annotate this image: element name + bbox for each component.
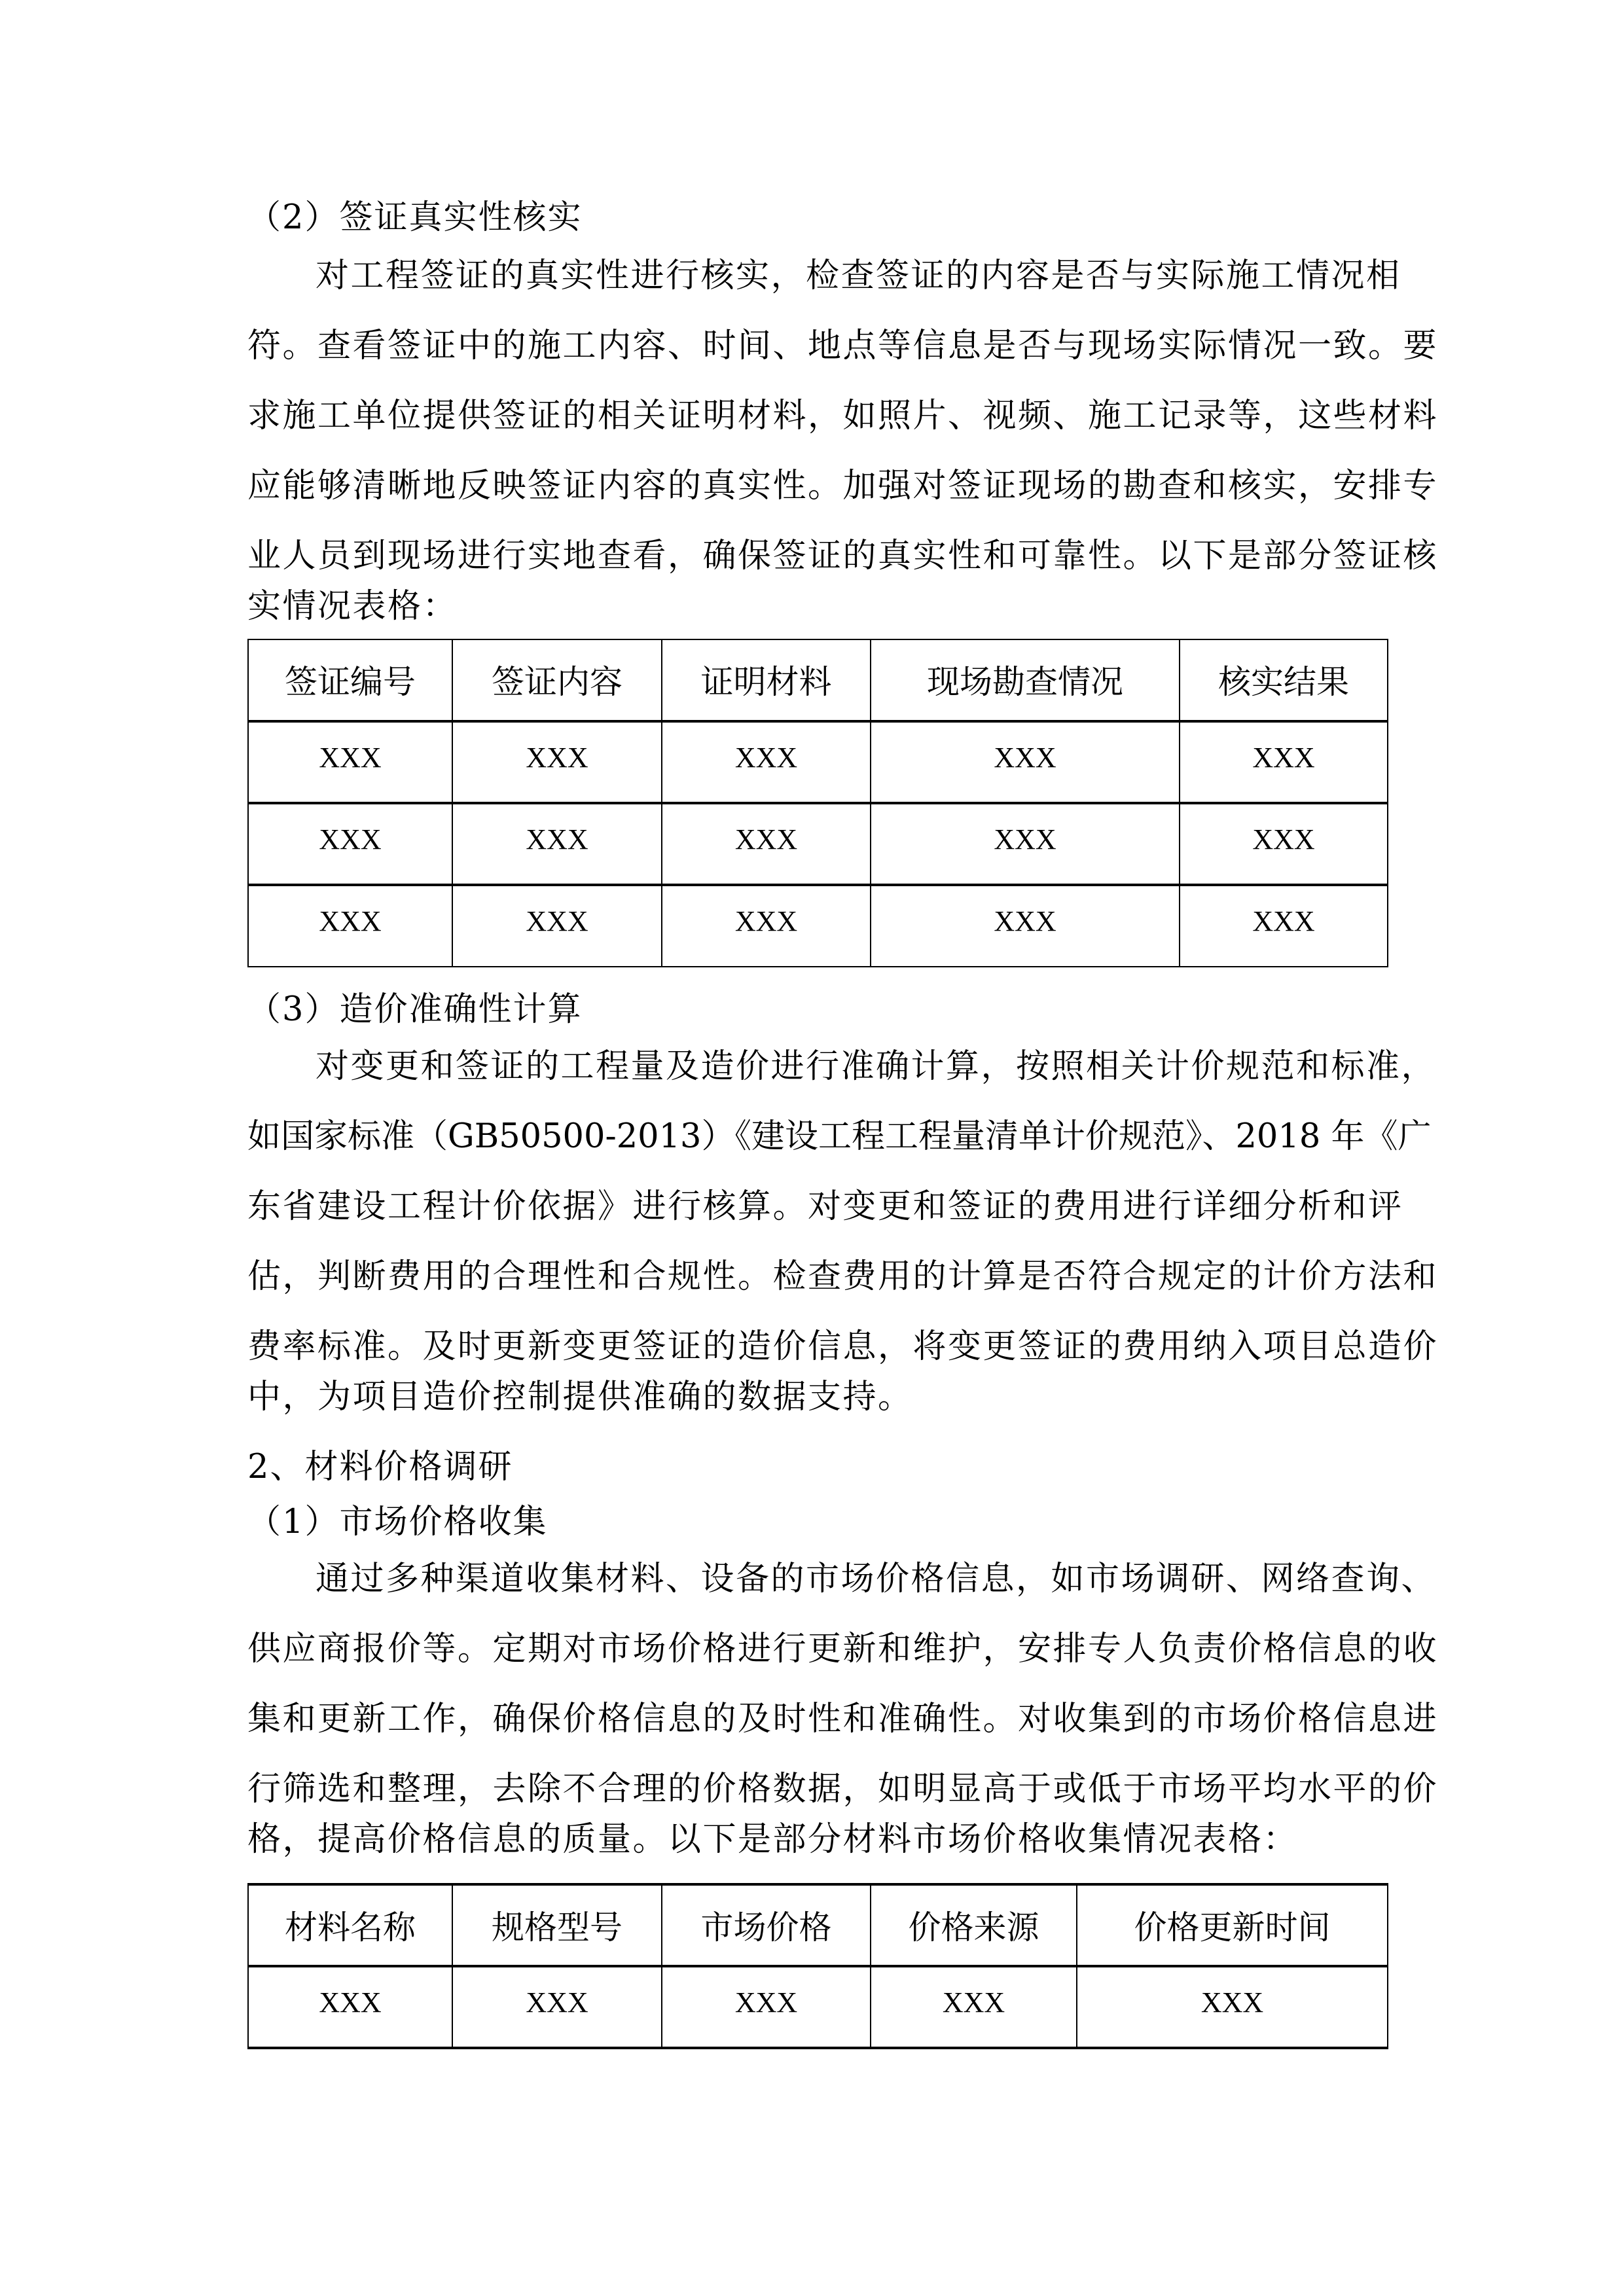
paragraph-line: 应能够清晰地反映签证内容的真实性。加强对签证现场的勘查和核实，安排专 <box>247 467 1439 505</box>
paragraph-line: 求施工单位提供签证的相关证明材料，如照片、视频、施工记录等，这些材料 <box>247 397 1439 435</box>
paragraph-line: 对工程签证的真实性进行核实，检查签证的内容是否与实际施工情况相 <box>316 257 1401 295</box>
paragraph-line: 业人员到现场进行实地查看，确保签证的真实性和可靠性。以下是部分签证核 <box>247 537 1439 575</box>
table-cell: XXX <box>871 885 1180 967</box>
table-cell: XXX <box>248 803 452 885</box>
table-cell: XXX <box>871 803 1180 885</box>
table-header-cell: 市场价格 <box>662 1884 871 1966</box>
table-header-cell: 证明材料 <box>662 639 871 721</box>
table-cell: XXX <box>248 885 452 967</box>
table-cell: XXX <box>1180 803 1388 885</box>
table-header-cell: 材料名称 <box>248 1884 452 1966</box>
paragraph-line: 符。查看签证中的施工内容、时间、地点等信息是否与现场实际情况一致。要 <box>247 327 1439 365</box>
paragraph-line: 集和更新工作，确保价格信息的及时性和准确性。对收集到的市场价格信息进 <box>247 1700 1439 1738</box>
table-row <box>248 1966 1388 2048</box>
material-price-table <box>247 1883 1388 2049</box>
paragraph-line: 费率标准。及时更新变更签证的造价信息，将变更签证的费用纳入项目总造价 <box>247 1327 1439 1366</box>
paragraph-line: 供应商报价等。定期对市场价格进行更新和维护，安排专人负责价格信息的收 <box>247 1630 1439 1668</box>
table-cell: XXX <box>1077 1966 1388 2048</box>
table-cell: XXX <box>452 1966 662 2048</box>
table-cell: XXX <box>662 803 871 885</box>
table-cell: XXX <box>871 721 1180 803</box>
table-cell: XXX <box>452 721 662 803</box>
table-cell: XXX <box>662 721 871 803</box>
table-cell: XXX <box>662 885 871 967</box>
table-cell: XXX <box>248 721 452 803</box>
section-heading-material-price-research: 2、材料价格调研 <box>247 1448 513 1486</box>
section-heading-market-price-collection: （1）市场价格收集 <box>247 1503 548 1541</box>
paragraph-line: 通过多种渠道收集材料、设备的市场价格信息，如市场调研、网络查询、 <box>316 1560 1437 1598</box>
table-header-cell: 核实结果 <box>1180 639 1388 721</box>
paragraph-line: 东省建设工程计价依据》进行核算。对变更和签证的费用进行详细分析和评 <box>247 1187 1403 1226</box>
section-heading-cost-accuracy: （3）造价准确性计算 <box>247 990 583 1029</box>
paragraph-line: 如国家标准（GB50500-2013）《建设工程工程量清单计价规范》、2018 年《广 <box>247 1117 1432 1156</box>
table-header-row <box>248 1884 1388 1966</box>
paragraph-line: 实情况表格： <box>247 587 458 626</box>
table-cell: XXX <box>1180 885 1388 967</box>
paragraph-line: 中，为项目造价控制提供准确的数据支持。 <box>247 1378 913 1416</box>
table-header-cell: 现场勘查情况 <box>871 639 1180 721</box>
paragraph-line: 格，提高价格信息的质量。以下是部分材料市场价格收集情况表格： <box>247 1820 1299 1859</box>
table-cell: XXX <box>452 803 662 885</box>
table-header-cell: 价格更新时间 <box>1077 1884 1388 1966</box>
section-heading-visa-authenticity: （2）签证真实性核实 <box>247 198 583 237</box>
table-cell: XXX <box>248 1966 452 2048</box>
table-cell: XXX <box>662 1966 871 2048</box>
table-header-row <box>248 639 1388 721</box>
table-header-cell: 签证编号 <box>248 639 452 721</box>
table-cell: XXX <box>1180 721 1388 803</box>
table-row <box>248 885 1388 967</box>
table-header-cell: 规格型号 <box>452 1884 662 1966</box>
paragraph-line: 对变更和签证的工程量及造价进行准确计算，按照相关计价规范和标准， <box>316 1047 1437 1086</box>
table-row <box>248 803 1388 885</box>
table-cell: XXX <box>871 1966 1077 2048</box>
visa-verification-table <box>247 639 1388 967</box>
paragraph-line: 行筛选和整理，去除不合理的价格数据，如明显高于或低于市场平均水平的价 <box>247 1770 1439 1808</box>
table-cell: XXX <box>452 885 662 967</box>
table-header-cell: 价格来源 <box>871 1884 1077 1966</box>
table-row <box>248 721 1388 803</box>
table-header-cell: 签证内容 <box>452 639 662 721</box>
paragraph-line: 估，判断费用的合理性和合规性。检查费用的计算是否符合规定的计价方法和 <box>247 1257 1439 1296</box>
